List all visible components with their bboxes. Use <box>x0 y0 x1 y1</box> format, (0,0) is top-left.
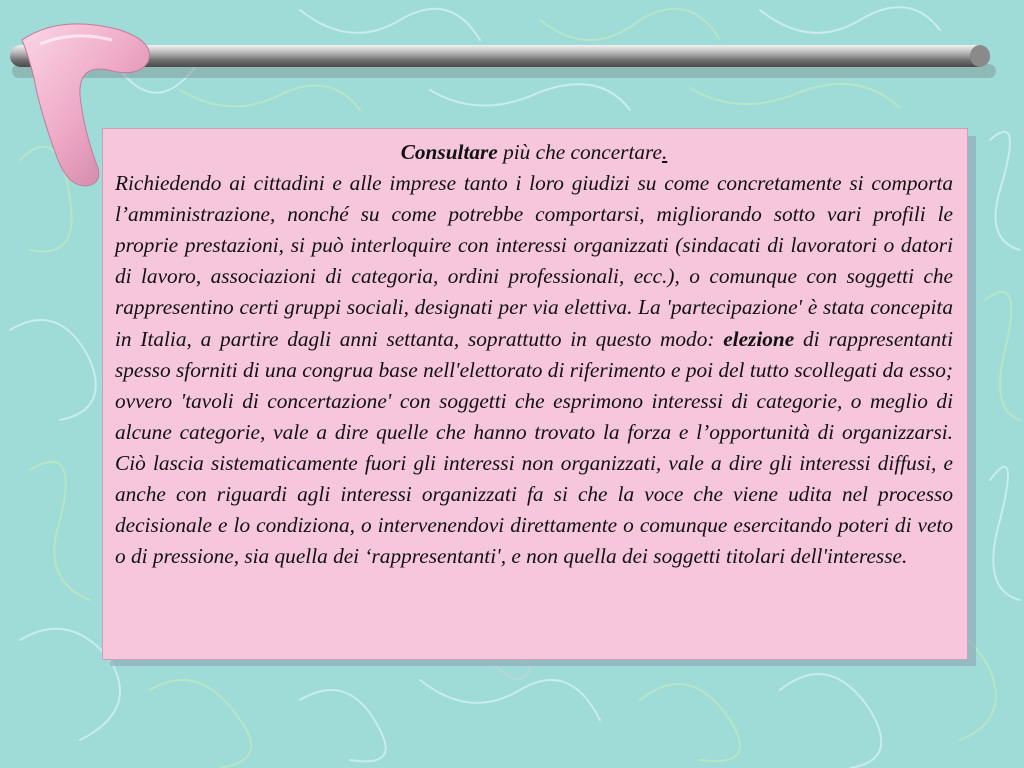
body-part-2: di rappresentanti spesso sforniti di una congrua base nell'elettorato di riferimento e poi del tutto scollegati da esso; ovvero 'tavoli di concertazione' con soggetti che esprimono interessi di categorie, o meglio di alcune categorie, vale a dire quelle che hanno trovato la forza e l’opportunità di organizzarsi. Ciò lascia sistematicamente fuori gli interessi non organizzati, vale a dire gli interessi diffusi, e anche con riguardi agli interessi organizzati fa si che la voce che viene udita nel processo decisionale e lo condiziona, o intervenendovi direttamente o comunque esercitando poteri di veto o di pressione, sia quella dei ‘rappresentanti', e non quella dei soggetti titolari dell'interesse. <box>115 326 953 569</box>
content-text-box <box>102 128 968 660</box>
body-emphasis: elezione <box>723 326 795 351</box>
title-rest: più che concertare <box>497 140 662 164</box>
title-period: . <box>661 140 668 164</box>
title-strong: Consultare <box>400 140 498 164</box>
slide-title <box>115 137 953 168</box>
body-part-1: Richiedendo ai cittadini e alle imprese tanto i loro giudizi su come concretamente si comporta l’amministrazione, nonché su come potrebbe comportarsi, migliorando sotto vari profili le proprie prestazioni, si può interloquire con interessi organizzati (sindacati di lavoratori o datori di lavoro, associazioni di categoria, ordini professionali, ecc.), o comunque con soggetti che rappresentino certi gruppi sociali, designati per via elettiva. La 'partecipazione' è stata concepita in Italia, a partire dagli anni settanta, soprattutto in questo modo: <box>115 171 953 351</box>
body-paragraph <box>115 168 953 572</box>
